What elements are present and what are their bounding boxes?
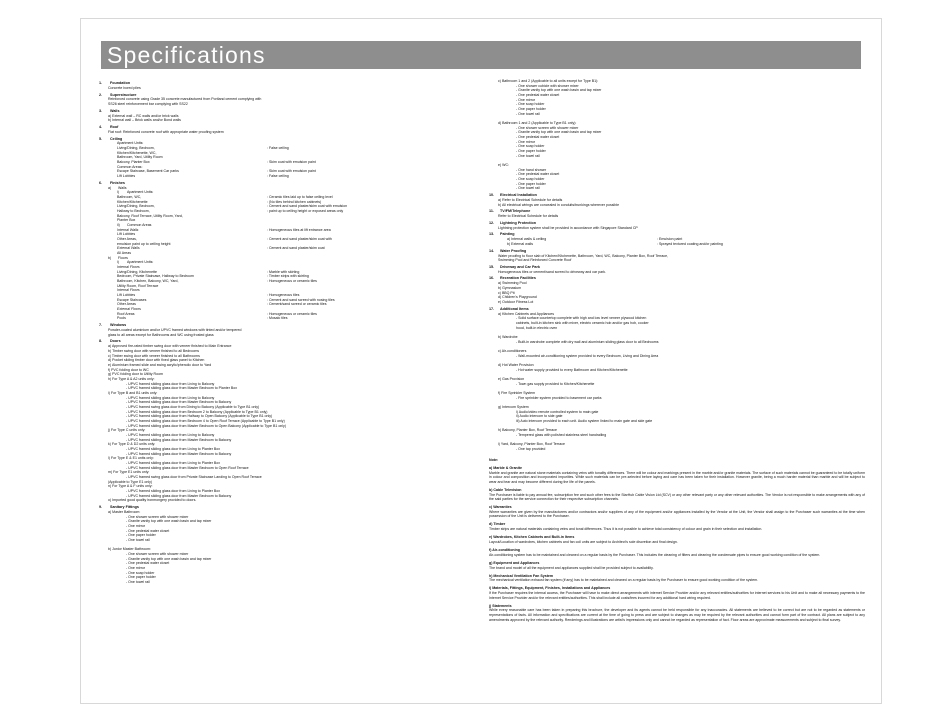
section-number: 12. <box>489 220 495 225</box>
section-heading <box>489 307 865 312</box>
spec-section <box>489 276 865 304</box>
spec-line: - Wall-mounted air-conditioning system provided to every Bedroom, Living and Dining Area <box>516 353 659 358</box>
section-number: 5. <box>99 136 103 141</box>
page-title: Specifications <box>107 42 266 68</box>
spec-line: b) Junior Master Bathroom: <box>108 547 151 552</box>
section-title: Lightning Protection <box>500 220 537 225</box>
spec-line: - Granite vanity top with one wash basin and tap mixer <box>126 556 212 561</box>
specifications-sheet <box>80 18 882 704</box>
spec-line: - One shower screen with shower mixer <box>516 125 579 130</box>
spec-line: j) For Type C units only: <box>108 428 146 433</box>
section-number: 17. <box>489 306 495 311</box>
section-heading <box>489 276 865 281</box>
spec-value: : Homogeneous tiles at lift entrance area <box>267 228 475 233</box>
spec-line: - One pedestal water closet <box>126 561 170 566</box>
spec-label: Living/Dining, Bedroom, <box>117 146 155 151</box>
section-title: Driveway and Car Park <box>500 264 540 269</box>
section-title: Roof <box>110 124 119 129</box>
section-number: 13. <box>489 232 495 237</box>
section-title: Additional Items <box>500 306 529 311</box>
spec-line: ii) Audio intercom to side gate <box>516 414 563 419</box>
note-heading: g) Equipment and Appliances <box>489 560 540 565</box>
note-heading: b) Cable Television <box>489 487 522 492</box>
spec-line: c) Timber swing door with veneer finished to all Bathrooms <box>108 353 200 358</box>
spec-line: h) Balcony, Planter Box, Roof Terrace <box>498 428 558 433</box>
spec-label: Hallway to Bedroom, <box>117 209 150 214</box>
spec-label: Bedroom, Private Staircase, Hallway to Bedroom <box>117 274 194 279</box>
spec-line: - One mirror <box>126 523 146 528</box>
spec-line: Flat roof: Reinforced concrete roof with appropriate water proofing system <box>108 129 224 134</box>
sub-number: ii) <box>117 223 120 228</box>
spec-label: Bathroom, Kitchen, Balcony, WC, Yard, <box>117 279 179 284</box>
spec-line: c) Bathroom 1 and 2 (Applicable to all units except for Type B1): <box>498 79 599 83</box>
spec-line: f) PVC folding door to WC <box>108 367 149 372</box>
left-column <box>99 79 475 691</box>
spec-label: Utility Room, Roof Terrace <box>117 283 159 288</box>
spec-label: Internal Walls <box>117 227 139 232</box>
section-number: 1. <box>99 81 103 85</box>
spec-line: - Built-in wardrobe complete with dry wall and aluminium sliding glass door to all Bedrooms <box>516 339 659 344</box>
spec-line: - One towel rail <box>126 537 150 542</box>
section-number: 9. <box>99 505 103 510</box>
section-title: Water Proofing <box>500 248 527 253</box>
spec-line: - One shower screen with shower mixer <box>126 514 189 519</box>
spec-line: - Tempered glass with polished stainless steel handrailing <box>516 433 607 437</box>
spec-line: b) Gymnasium <box>498 285 522 290</box>
section-number: 2. <box>99 92 103 97</box>
note-body: While every reasonable care has been taken in preparing this brochure, the developer and its agents cannot be held responsible for any inaccuracies. All statements are believed to be correct but are not to be regarded as statements or representations of facts. All information and specifications are current at the time of going to press and are subject to changes as may be required by the relevant authorities and cannot form part of the contract. All plans are subject to any amendments approved by the relevant authority. Renderings and illustrations are artist's impressions only and cannot be regarded as representation of fact. Floor areas are approximate measurements and subject to final survey. <box>489 608 865 622</box>
sub-number: i) <box>117 260 119 265</box>
spec-line: - One pedestal water closet <box>516 93 560 98</box>
spec-value: : paint up to ceiling height or exposed areas only <box>267 209 475 214</box>
spec-line: - One towel rail <box>516 153 540 158</box>
spec-row <box>99 174 475 179</box>
spec-line: c) BBQ Pit <box>498 290 515 295</box>
note-heading: e) Wardrobes, Kitchen Cabinets and Built-in Items <box>489 535 575 540</box>
spec-line: i) Yard, Balcony, Planter Box, Roof Terrace <box>498 442 565 447</box>
spec-line: i) For Type B and B1 units only: <box>108 390 158 395</box>
spec-value: : Marble with skirting <box>267 270 475 275</box>
section-title: Windows <box>110 323 127 328</box>
spec-line: Homogeneous tiles or cement/sand screed to driveway and car park. <box>498 269 607 274</box>
section-number: 15. <box>489 264 495 269</box>
spec-line: e) Gas Provision <box>498 376 525 381</box>
section-title: Ceiling <box>110 136 123 141</box>
spec-value: : Cement and sand plaster/skim coat <box>267 246 475 251</box>
spec-line: - UPVC framed swing glass door from Dining to Balcony (Applicable to Type B1 only) <box>126 404 260 409</box>
spec-label: External Walls <box>117 246 140 251</box>
notes-section <box>489 458 865 622</box>
spec-value: : Skim coat with emulsion paint <box>267 160 475 165</box>
spec-line: b) Timber swing door with veneer finished to all Bedrooms <box>108 348 200 353</box>
spec-value: : Cement and sand screed with nosing tiles <box>267 298 475 303</box>
spec-value: : Timber strips with skirting <box>267 274 475 279</box>
spec-label: a) Internal walls & ceiling <box>507 237 547 242</box>
spec-value: : Homogeneous tiles <box>267 293 475 298</box>
spec-line: - UPVC framed swing glass door from Private Staircase Landing to Open Roof Terrace <box>126 475 262 480</box>
spec-value: : Homogeneous or ceramic tiles <box>267 312 475 317</box>
spec-section <box>489 79 865 191</box>
spec-section <box>489 307 865 452</box>
spec-line: Swimming Pool and Reinforced Concrete Roof <box>498 258 572 263</box>
spec-line: - One paper holder <box>516 107 546 112</box>
spec-section <box>489 221 865 231</box>
spec-line: - UPVC framed sliding glass door from Master Bedroom to Balcony <box>126 493 232 498</box>
spec-line: i) Audio/video remote controlled system to main gate <box>516 409 599 414</box>
spec-line: b) All electrical wirings are concealed in conduits/trunkings wherever possible <box>498 202 620 207</box>
section-title: Walls <box>110 108 120 113</box>
sub-text: Walls <box>118 185 127 190</box>
spec-label: Common Areas: <box>117 164 143 169</box>
spec-label: All Areas <box>117 251 131 256</box>
spec-label: Other Areas <box>117 302 136 307</box>
spec-label: Apartment Units: <box>117 141 144 146</box>
spec-section <box>99 181 475 321</box>
note-heading: h) Mechanical Ventilation Fan System <box>489 573 554 578</box>
note-heading: Note: <box>489 457 499 462</box>
note-body: The Purchaser is liable to pay annual fee, subscription fee and such other fees to the StarHub Cable Vision Ltd (SCV) or any other relevant party or any other relevant authorities. The Vendor is not responsible to make arrangements with any of the said parties for the service connection for their respective subscription channels. <box>489 492 865 502</box>
spec-section <box>489 265 865 275</box>
spec-line: l) For Type E & E1 units only: <box>108 456 154 461</box>
note-body: Where warranties are given by the manufacturers and/or contractors and/or suppliers of any of the equipment and/or appliances installed by the Vendor at the Unit, the Vendor shall assign to the Purchaser such warranties at the time when possession of the Unit is delivered to the Purchaser. <box>489 509 865 519</box>
section-title: Electrical Installation <box>500 193 537 198</box>
spec-line: - One towel rail <box>126 580 150 585</box>
spec-line: o) Imported good quality ironmongery provided to doors. <box>108 498 197 503</box>
spec-line: a) Approved fire-rated timber swing door with veneer finished to Main Entrance <box>108 344 232 349</box>
section-number: 4. <box>99 124 103 129</box>
section-number: 7. <box>99 323 103 328</box>
spec-line: - One shower cubicle with shower mixer <box>516 83 579 88</box>
spec-line: - One shower screen with shower mixer <box>126 552 189 556</box>
spec-line: - Solid surface countertop complete with high and low level veneer plywood kitchen <box>516 316 647 321</box>
spec-line: - UPVC framed sliding glass door from Living to Planter Box <box>126 447 221 452</box>
spec-section <box>99 93 475 107</box>
sub-number: i) <box>117 190 119 195</box>
spec-section <box>99 323 475 337</box>
section-number: 3. <box>99 108 103 113</box>
spec-line: - One mirror <box>126 566 146 571</box>
spec-line: - UPVC framed sliding glass door from Bedroom 4 to Open Roof Terrace (Applicable to Type B1 only) <box>126 418 285 423</box>
spec-line: - One pedestal water closet <box>516 172 560 177</box>
spec-line: - One paper holder <box>516 149 546 154</box>
spec-label: Bathroom, Yard, Utility Room <box>117 155 163 160</box>
spec-line: - One soap holder <box>516 177 545 182</box>
spec-value: : Cement/sand screed or ceramic tiles <box>267 302 475 307</box>
spec-value: : False ceiling <box>267 174 475 179</box>
spec-label: Pools <box>117 316 126 321</box>
section-number: 14. <box>489 248 495 253</box>
spec-line: a) External wall – RC walls and/or brick walls <box>108 113 179 118</box>
sub-text: Apartment Units: <box>127 190 154 195</box>
spec-line: a) Swimming Pool <box>498 281 527 286</box>
spec-line: - UPVC framed sliding glass door from Bedroom 2 to Balcony (Applicable to Type B1 only) <box>126 409 268 414</box>
spec-line: Water proofing to floor slab of Kitchen/Kitchenette, Bathroom, Yard, WC, Balcony, Planter Box, Roof Terrace, <box>498 253 669 258</box>
spec-line: - UPVC framed sliding glass door from Living to Planter Box <box>126 461 221 466</box>
spec-line: d) Children's Playground <box>498 295 537 300</box>
section-heading <box>99 81 475 86</box>
spec-value: : (No tiles behind kitchen cabinets) <box>267 200 475 205</box>
spec-label: Lift Lobbies <box>117 232 136 237</box>
spec-line: SS26 steel reinforcement bar complying with SS22 <box>108 102 188 107</box>
spec-value: : False ceiling <box>267 146 475 151</box>
spec-label: Kitchen/Kitchenette, WC, <box>117 150 157 155</box>
spec-label: Balcony, Roof Terrace, Utility Room, Yard, <box>117 213 183 218</box>
spec-line: - One pedestal water closet <box>516 135 560 140</box>
spec-label: Kitchen/Kitchenette <box>117 199 148 204</box>
spec-line: - UPVC framed sliding glass door from Living to Balcony <box>126 381 215 386</box>
sub-number: a) <box>108 185 112 190</box>
section-number: 16. <box>489 276 495 281</box>
spec-value: : Skim coat with emulsion paint <box>267 169 475 174</box>
spec-line: m) For Type E1 units only: <box>108 470 150 475</box>
spec-line: cabinets, built-in kitchen sink with mixer, electric ceramic hob and/or gas hob, cooker <box>516 320 649 325</box>
section-heading <box>489 249 865 254</box>
note-heading: j) Statements <box>489 603 512 608</box>
spec-line: g) PVC folding door to Utility Room <box>108 372 163 377</box>
spec-label: Planter Box <box>117 218 136 223</box>
spec-line: - Granite vanity top with one wash basin and tap mixer <box>516 130 602 135</box>
spec-line: iii) Auto intercom provided to each unit. Audio system linked to main gate and side gate <box>516 418 653 423</box>
spec-line: e) WC: <box>498 163 510 168</box>
spec-line: e) Outdoor Fitness Lot <box>498 299 534 304</box>
spec-line: - One towel rail <box>516 186 540 191</box>
spec-label: Escape Staircase, Basement Car parks <box>117 169 179 174</box>
section-title: TV/FM/Telephone <box>500 209 531 214</box>
note-body: Air-conditioning system has to be maintained and cleaned on a regular basis by the Purchaser. This includes the cleaning of filters and cleaning the condensate pipes to ensure good working condition of the system. <box>489 552 821 557</box>
spec-label: Living/Dining, Kitchenette <box>117 269 158 274</box>
spec-line: - One paper holder <box>126 575 156 580</box>
spec-line: (Applicable to Type E1 only) <box>108 479 153 484</box>
spec-line: - One mirror <box>516 97 536 102</box>
spec-section <box>489 193 865 207</box>
spec-line: a) Kitchen Cabinets and Appliances <box>498 311 554 316</box>
spec-line: - One hand shower <box>516 167 547 172</box>
section-title: Finishes <box>110 180 125 185</box>
spec-label: Living/Dining, Bedroom, <box>117 204 155 209</box>
spec-line: - UPVC framed sliding glass door from Master Bedroom to Balcony <box>126 451 232 456</box>
spec-line: - One paper holder <box>126 533 156 538</box>
spec-line: c) Air-conditioners <box>498 348 527 353</box>
spec-line: - Granite vanity top with one wash basin and tap mixer <box>126 519 212 524</box>
sub-text: Apartment Units: <box>127 260 154 265</box>
note-body: Marble and granite are natural stone materials containing veins with tonality differences. There will be colour and markings present in the marble and/or granite materials. The surface of such materials cannot be guaranteed to be totally uniform in colour and composition and incorporated impurities. While such materials can be pre-selected before laying and care has been taken for their installation. However granite, being a much harder material than marble and will be subject to wear and tear and may become different during the life of the panels. <box>489 470 865 484</box>
sub-text: Common Areas <box>127 223 152 228</box>
spec-line: - One paper holder <box>516 181 546 186</box>
spec-row <box>489 242 865 247</box>
spec-line: - UPVC framed sliding glass door from Living to Planter Box <box>126 489 221 494</box>
spec-line: g) Intercom System <box>498 404 529 409</box>
spec-line: - One tap provided <box>516 447 546 452</box>
note-heading: a) Marble & Granite <box>489 465 522 470</box>
note-body: Timber strips are natural materials containing veins and tonal differences. Thus it is not possible to achieve total consistency of colour and grain in their selection and installation. <box>489 527 763 532</box>
section-title: Recreation Facilities <box>500 276 536 281</box>
spec-section <box>489 232 865 246</box>
spec-value: : Mosaic tiles <box>267 316 475 321</box>
spec-label: Balcony, Planter Box <box>117 160 150 165</box>
note-body: The mechanical ventilation exhaust fan system (if any) has to be maintained and cleaned on a regular basis by the Purchaser to ensure good working condition of the system. <box>489 578 759 583</box>
content-columns <box>99 79 865 691</box>
spec-line: n) For Type A & F units only: <box>108 484 153 489</box>
spec-line: - One towel rail <box>516 111 540 116</box>
section-number: 6. <box>99 180 103 185</box>
spec-line: f) Fire Sprinkler System <box>498 390 536 395</box>
spec-line: - UPVC framed sliding glass door from Master Bedroom to Open Balcony (Applicable to Type B1 only) <box>126 423 287 428</box>
note-heading: i) Materials, Fittings, Equipment, Finishes, Installations and Appliances <box>489 586 611 591</box>
spec-label: emulsion paint up to ceiling height <box>117 241 171 246</box>
note-heading: c) Warranties <box>489 505 512 510</box>
note-heading: d) Timber <box>489 522 506 527</box>
spec-line: a) Refer to Electrical Schedule for details <box>498 198 563 202</box>
spec-value: : Sprayed textured coating and/or painting <box>657 242 865 247</box>
section-title: Painting <box>500 232 515 237</box>
spec-section <box>99 137 475 179</box>
spec-section <box>99 125 475 135</box>
spec-value: : Emulsion paint <box>657 237 865 242</box>
spec-label: Escape Staircases <box>117 297 147 302</box>
section-title: Sanitary Fittings <box>110 505 139 510</box>
spec-line: - Town gas supply provided to Kitchen/Kitchenette <box>516 381 595 386</box>
spec-line: a) Master Bathroom: <box>108 509 141 514</box>
spec-label: Other Areas, <box>117 237 137 242</box>
spec-line: b) Internal wall – Brick walls and/or Bond walls <box>108 118 181 123</box>
note-body: Layout/Location of wardrobes, kitchen cabinets and fan coil units are subject to Architect's sole discretion and final design. <box>489 539 678 544</box>
section-title: Superstructure <box>110 92 137 97</box>
spec-line: - UPVC framed sliding glass door from Hallway to Open Balcony (Applicable to Type B1 only) <box>126 414 273 419</box>
note-heading: f) Air-conditioning <box>489 548 521 553</box>
spec-section <box>99 81 475 91</box>
note-body: The brand and model of all the equipment and appliances supplied shall be provided subject to availability. <box>489 565 654 570</box>
spec-value: : Homogeneous or ceramic tiles <box>267 279 475 284</box>
spec-label: b) External walls <box>507 241 534 246</box>
spec-section <box>99 505 475 585</box>
spec-line: - UPVC framed sliding glass door from Master Bedroom to Open Roof Terrace <box>126 465 249 470</box>
spec-line: - One mirror <box>516 139 536 144</box>
spec-section <box>99 339 475 503</box>
right-column <box>489 79 865 691</box>
spec-line: - One soap holder <box>516 102 545 107</box>
note-body: If the Purchaser requires the internal access, the Purchaser will have to make direct arrangements with internet Service Provider and/or any relevant entities/authorities for internet services to his Unit and to make all necessary payments to the Internet Service Provider and/or the relevant entities/authorities. This shall include all costs/fees incurred for any additional hard wiring required. <box>489 591 865 600</box>
spec-label: Internal Floors <box>117 288 140 293</box>
spec-line: k) For Type D & D2 units only: <box>108 442 156 447</box>
spec-line: hood, built-in electric oven <box>516 325 558 330</box>
spec-line: - One soap holder <box>126 570 155 575</box>
spec-label: Roof Areas <box>117 311 135 316</box>
spec-line: - Fire sprinkler system provided to basement car parks <box>516 395 602 400</box>
spec-line: - Granite vanity top with one wash basin and tap mixer <box>516 88 602 93</box>
spec-line: - UPVC framed sliding glass door from Master Bedroom to Balcony <box>126 400 232 405</box>
spec-line: Concrete bored piles <box>108 85 141 90</box>
spec-line: h) For Type A & A2 units only: <box>108 376 155 381</box>
section-number: 10. <box>489 193 495 198</box>
spec-line: Reinforced concrete using Grade 35 concrete manufactured from Portland cement complying with <box>108 97 262 102</box>
spec-line: e) Aluminium framed slide and swing acrylic/phenolic door to Yard <box>108 362 212 367</box>
spec-row <box>99 316 475 321</box>
spec-value: : Cement and sand plaster/skim coat with <box>267 237 475 242</box>
spec-line: glass to all areas except for Bathrooms and WC using frosted glass <box>108 332 214 337</box>
spec-line: - One soap holder <box>516 144 545 149</box>
spec-label: External Floors <box>117 307 141 312</box>
section-number: 8. <box>99 339 103 344</box>
section-title: Doors <box>110 339 121 344</box>
sub-number: b) <box>108 255 112 260</box>
spec-label: Lift Lobbies <box>117 174 136 179</box>
spec-line: - UPVC framed sliding glass door from Living to Balcony <box>126 395 215 400</box>
spec-line: Lightning protection system shall be provided in accordance with Singapore Standard CP <box>498 225 638 230</box>
section-heading <box>99 109 475 114</box>
spec-value: : Cement and sand plaster/skim coat with emulsion <box>267 204 475 209</box>
spec-line: Refer to Electrical Schedule for details <box>498 214 559 219</box>
spec-line: d) Hot Water Provision <box>498 362 534 367</box>
spec-line: - Hot water supply provided to every Bathroom and Kitchen/Kitchenette <box>516 367 628 372</box>
spec-label: Bathroom, WC, <box>117 195 142 199</box>
spec-line: Powder-coated aluminium and/or UPVC framed windows with tinted and/or tempered <box>108 328 242 333</box>
sub-text: Floors <box>118 255 128 260</box>
section-heading <box>99 505 475 510</box>
spec-line: - UPVC framed sliding glass door from Living to Balcony <box>126 433 215 437</box>
spec-line: d) Pocket sliding timber door with fixed glass panel to Kitchen <box>108 358 205 363</box>
spec-section <box>489 209 865 219</box>
spec-line: d) Bathroom 1 and 2 (Applicable to Type B1 only): <box>498 121 577 126</box>
spec-line: - One pedestal water closet <box>126 528 170 533</box>
spec-section <box>99 109 475 123</box>
spec-label: Lift Lobbies <box>117 293 136 298</box>
spec-line: b) Wardrobe <box>498 334 518 339</box>
section-title: Foundation <box>110 81 131 85</box>
spec-section <box>489 249 865 263</box>
spec-line: - UPVC framed sliding glass door from Master Bedroom to Balcony <box>126 437 232 442</box>
spec-label: Internal Floors <box>117 265 140 270</box>
section-number: 11. <box>489 209 494 214</box>
spec-value: : Ceramic tiles laid up to false ceiling level <box>267 195 475 200</box>
spec-line: - UPVC framed sliding glass door from Master Bedroom to Planter Box <box>126 386 237 391</box>
